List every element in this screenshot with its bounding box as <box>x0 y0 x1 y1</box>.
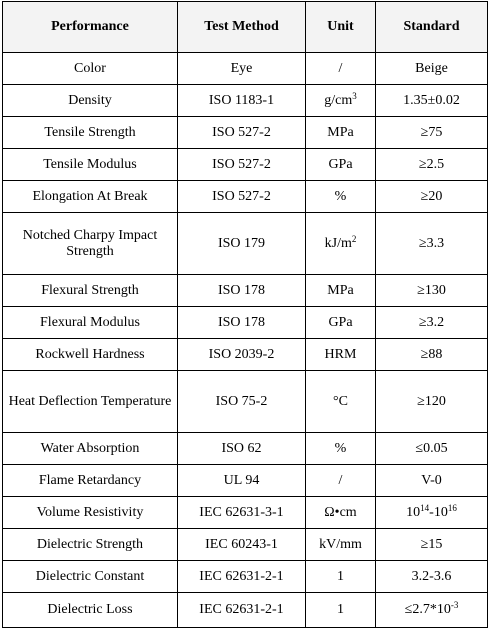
method-cell: ISO 1183-1 <box>178 85 306 117</box>
performance-table <box>2 1 488 628</box>
method-cell: ISO 62 <box>178 433 306 465</box>
property-cell: Flame Retardancy <box>3 465 178 497</box>
standard-cell: ≥120 <box>376 371 488 433</box>
unit-cell: GPa <box>306 149 376 181</box>
method-cell: IEC 62631-2-1 <box>178 593 306 628</box>
table-row <box>3 371 488 433</box>
property-cell: Flexural Modulus <box>3 307 178 339</box>
table-row <box>3 433 488 465</box>
property-cell: Water Absorption <box>3 433 178 465</box>
table-row <box>3 307 488 339</box>
method-cell: IEC 62631-2-1 <box>178 561 306 593</box>
table-row <box>3 275 488 307</box>
method-cell: Eye <box>178 53 306 85</box>
standard-cell: ≥20 <box>376 181 488 213</box>
standard-cell: ≥3.2 <box>376 307 488 339</box>
unit-cell <box>306 213 376 275</box>
standard-cell: Beige <box>376 53 488 85</box>
method-cell: ISO 75-2 <box>178 371 306 433</box>
unit-cell: 1 <box>306 561 376 593</box>
unit-cell: MPa <box>306 275 376 307</box>
header-test-method: Test Method <box>178 2 306 53</box>
unit-cell: % <box>306 181 376 213</box>
standard-cell: ≥88 <box>376 339 488 371</box>
unit-base: g/cm <box>324 92 353 108</box>
standard-cell: ≥15 <box>376 529 488 561</box>
method-cell: UL 94 <box>178 465 306 497</box>
standard-cell: ≥130 <box>376 275 488 307</box>
property-cell: Volume Resistivity <box>3 497 178 529</box>
table-row <box>3 465 488 497</box>
standard-cell <box>376 497 488 529</box>
table-row <box>3 497 488 529</box>
property-cell: Dielectric Loss <box>3 593 178 628</box>
unit-cell: Ω•cm <box>306 497 376 529</box>
table-row <box>3 213 488 275</box>
unit-cell: % <box>306 433 376 465</box>
standard-cell <box>376 593 488 628</box>
property-cell: Dielectric Strength <box>3 529 178 561</box>
header-row <box>3 2 488 53</box>
unit-cell: HRM <box>306 339 376 371</box>
property-cell: Rockwell Hardness <box>3 339 178 371</box>
table-row <box>3 117 488 149</box>
standard-cell: ≥75 <box>376 117 488 149</box>
standard-separator: -10 <box>429 504 448 520</box>
header-unit: Unit <box>306 2 376 53</box>
property-cell: Heat Deflection Temperature <box>3 371 178 433</box>
header-performance: Performance <box>3 2 178 53</box>
unit-cell: °C <box>306 371 376 433</box>
unit-cell: GPa <box>306 307 376 339</box>
method-cell: IEC 60243-1 <box>178 529 306 561</box>
standard-base: ≤2.7*10 <box>404 602 451 617</box>
property-cell: Color <box>3 53 178 85</box>
property-cell: Notched Charpy Impact Strength <box>3 213 178 275</box>
standard-cell: ≤0.05 <box>376 433 488 465</box>
method-cell: ISO 2039-2 <box>178 339 306 371</box>
unit-base: kJ/m <box>324 235 352 251</box>
unit-cell: kV/mm <box>306 529 376 561</box>
standard-cell: 1.35±0.02 <box>376 85 488 117</box>
property-cell: Tensile Strength <box>3 117 178 149</box>
method-cell: ISO 527-2 <box>178 117 306 149</box>
property-cell: Flexural Strength <box>3 275 178 307</box>
standard-cell: 3.2-3.6 <box>376 561 488 593</box>
table-row <box>3 561 488 593</box>
method-cell: ISO 178 <box>178 307 306 339</box>
unit-cell: MPa <box>306 117 376 149</box>
table-row <box>3 529 488 561</box>
property-cell: Dielectric Constant <box>3 561 178 593</box>
unit-cell <box>306 85 376 117</box>
table-row <box>3 85 488 117</box>
unit-cell: / <box>306 465 376 497</box>
unit-superscript: 2 <box>351 233 357 244</box>
property-cell: Density <box>3 85 178 117</box>
method-cell: ISO 527-2 <box>178 149 306 181</box>
unit-cell: 1 <box>306 593 376 628</box>
standard-cell: V-0 <box>376 465 488 497</box>
method-cell: ISO 179 <box>178 213 306 275</box>
method-cell: ISO 527-2 <box>178 181 306 213</box>
table-row <box>3 149 488 181</box>
unit-cell: / <box>306 53 376 85</box>
standard-base: 10 <box>406 504 421 520</box>
table-row <box>3 593 488 628</box>
header-standard: Standard <box>376 2 488 53</box>
method-cell: ISO 178 <box>178 275 306 307</box>
standard-superscript: 14 <box>420 502 430 513</box>
unit-superscript: 3 <box>352 90 357 101</box>
table-row <box>3 53 488 85</box>
standard-superscript: 16 <box>447 502 457 513</box>
property-cell: Tensile Modulus <box>3 149 178 181</box>
property-cell: Elongation At Break <box>3 181 178 213</box>
table-row <box>3 181 488 213</box>
standard-superscript: -3 <box>450 600 459 610</box>
standard-cell: ≥3.3 <box>376 213 488 275</box>
method-cell: IEC 62631-3-1 <box>178 497 306 529</box>
standard-cell: ≥2.5 <box>376 149 488 181</box>
table-row <box>3 339 488 371</box>
